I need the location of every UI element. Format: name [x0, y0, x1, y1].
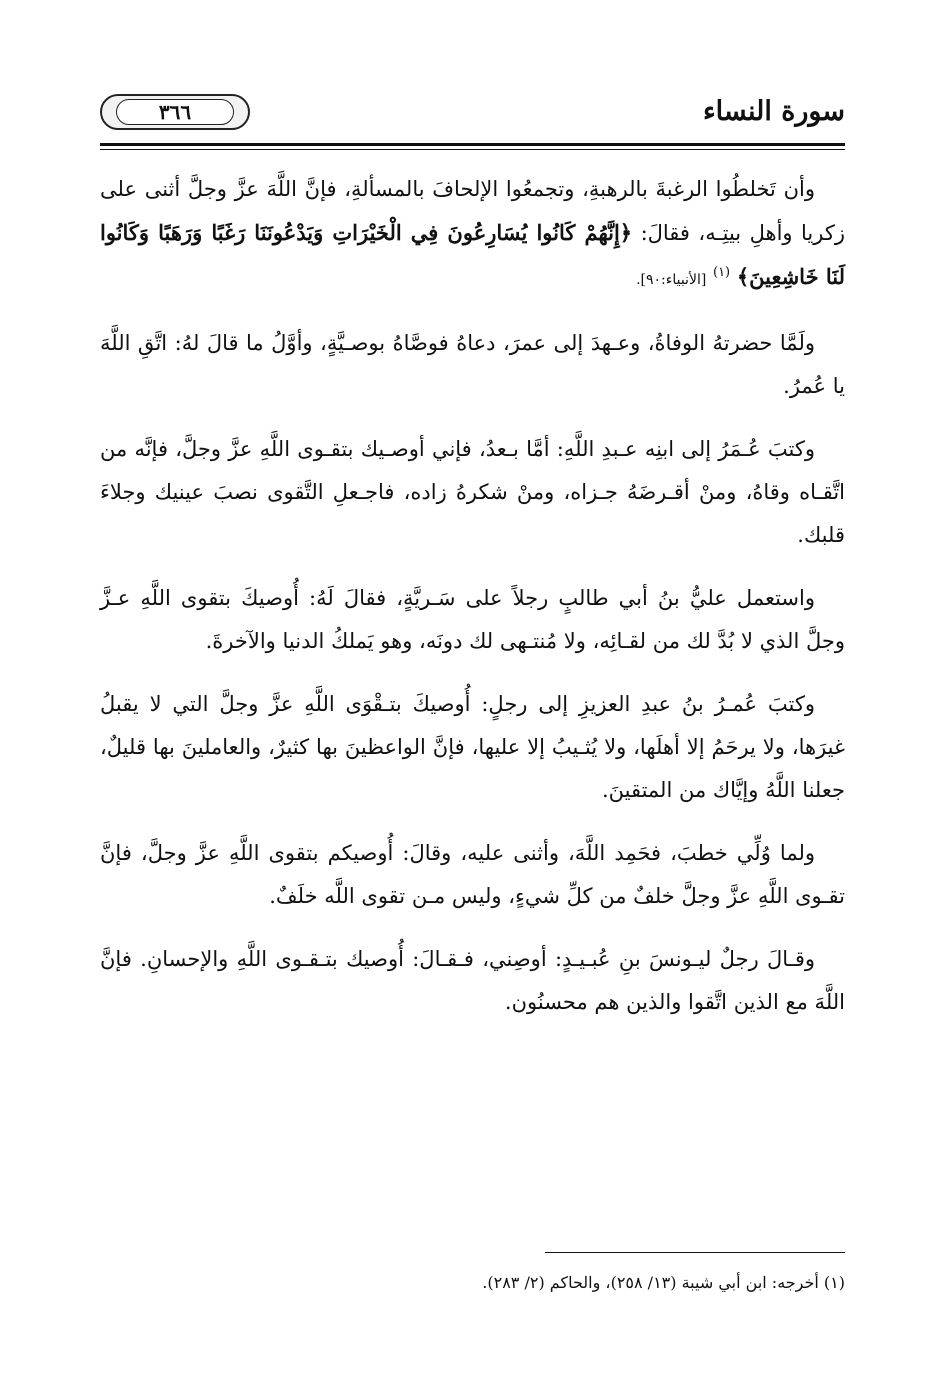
footnote-marker[interactable]: (١) [712, 265, 731, 280]
footnote: (١) أخرجه: ابن أبي شيبة (١٣/ ٢٥٨)، والحاكم (٢/ ٢٨٣). [482, 1273, 845, 1292]
paragraph-1-text: وأن تَخلطُوا الرغبةَ بالرهبةِ، وتجمعُوا الإلحافَ بالمسألةِ، فإنَّ اللَّهَ عزَّ وجلَّ أثنى على زكريا وأهلِ بيتِـه، فقالَ: [100, 177, 845, 245]
paragraph-1 [100, 168, 845, 302]
paragraph-3: وكتبَ عُـمَرُ إلى ابنِه عـبدِ اللَّهِ: أمَّا بـعدُ، فإني أوصـيك بتقـوى اللَّهِ عزَّ وجلَّ، فإنَّه من اتَّقـاه وقاهُ، ومنْ أقـرضَهُ جـزاه، ومنْ شكرهُ زاده، فاجـعلِ التَّقوى نصبَ عينيك وجلاءَ قلبك. [100, 437, 845, 547]
paragraph-6: ولما وُلِّي خطبَ، فحَمِد اللَّهَ، وأثنى عليه، وقالَ: أُوصيكم بتقوى اللَّهِ عزَّ وجلَّ، فإنَّ تقـوى اللَّهِ عزَّ وجلَّ خلفٌ من كلِّ شيءٍ، وليس مـن تقوى اللَّه خلَفٌ. [100, 841, 845, 908]
footnote-rule [545, 1252, 845, 1253]
verse-reference: [الأنبياء:٩٠]. [636, 272, 707, 288]
paragraph-4: واستعمل عليُّ بنُ أبي طالبٍ رجلاً على سَـريَّةٍ، فقالَ لَهُ: أُوصيكَ بتقوى اللَّهِ عـزَّ وجلَّ الذي لا بُدَّ لك من لقـائِه، ولا مُنتـهى لك دونَه، وهو يَملكُ الدنيا والآخرةَ. [100, 586, 845, 653]
header-rule [100, 143, 845, 146]
surah-title: سورة النساء [702, 96, 845, 127]
paragraph-7: وقـالَ رجلٌ ليـونسَ بنِ عُبـيـدٍ: أوصِني، فـقـالَ: أُوصيك بتـقـوى اللَّهِ والإحسانِ. فإنَّ اللَّهَ مع الذين اتَّقوا والذين هم محسنُون. [100, 947, 845, 1014]
body-text [100, 168, 845, 1044]
quran-verse: ﴿إِنَّهُمْ كَانُوا يُسَارِعُونَ فِي الْخَيْرَاتِ وَيَدْعُونَنَا رَغَبًا وَرَهَبًا وَكَانُوا لَنَا خَاشِعِينَ﴾ [100, 220, 845, 289]
header-rule-thin [100, 149, 845, 150]
paragraph-2: ولَمَّا حضرتهُ الوفاةُ، وعـهدَ إلى عمرَ، دعاهُ فوصَّاهُ بوصـيَّةٍ، وأوَّلُ ما قالَ لهُ: اتَّقِ اللَّهَ يا عُمرُ. [100, 331, 845, 398]
paragraph-5: وكتبَ عُمـرُ بنُ عبدِ العزيزِ إلى رجلٍ: أُوصيكَ بتـقْوَى اللَّهِ عزَّ وجلَّ التي لا يقبلُ غيرَها، ولا يرحَمُ إلا أهلَها، ولا يُثـيبُ إلا عليها، فإنَّ الواعظينَ بها كثيرٌ، والعاملينَ بها قليلٌ، جعلنا اللَّهُ وإيَّاك من المتقينَ. [100, 692, 845, 802]
page-header [100, 92, 845, 142]
page-number-badge [100, 94, 250, 130]
page-number: ٣٦٦ [116, 99, 234, 125]
